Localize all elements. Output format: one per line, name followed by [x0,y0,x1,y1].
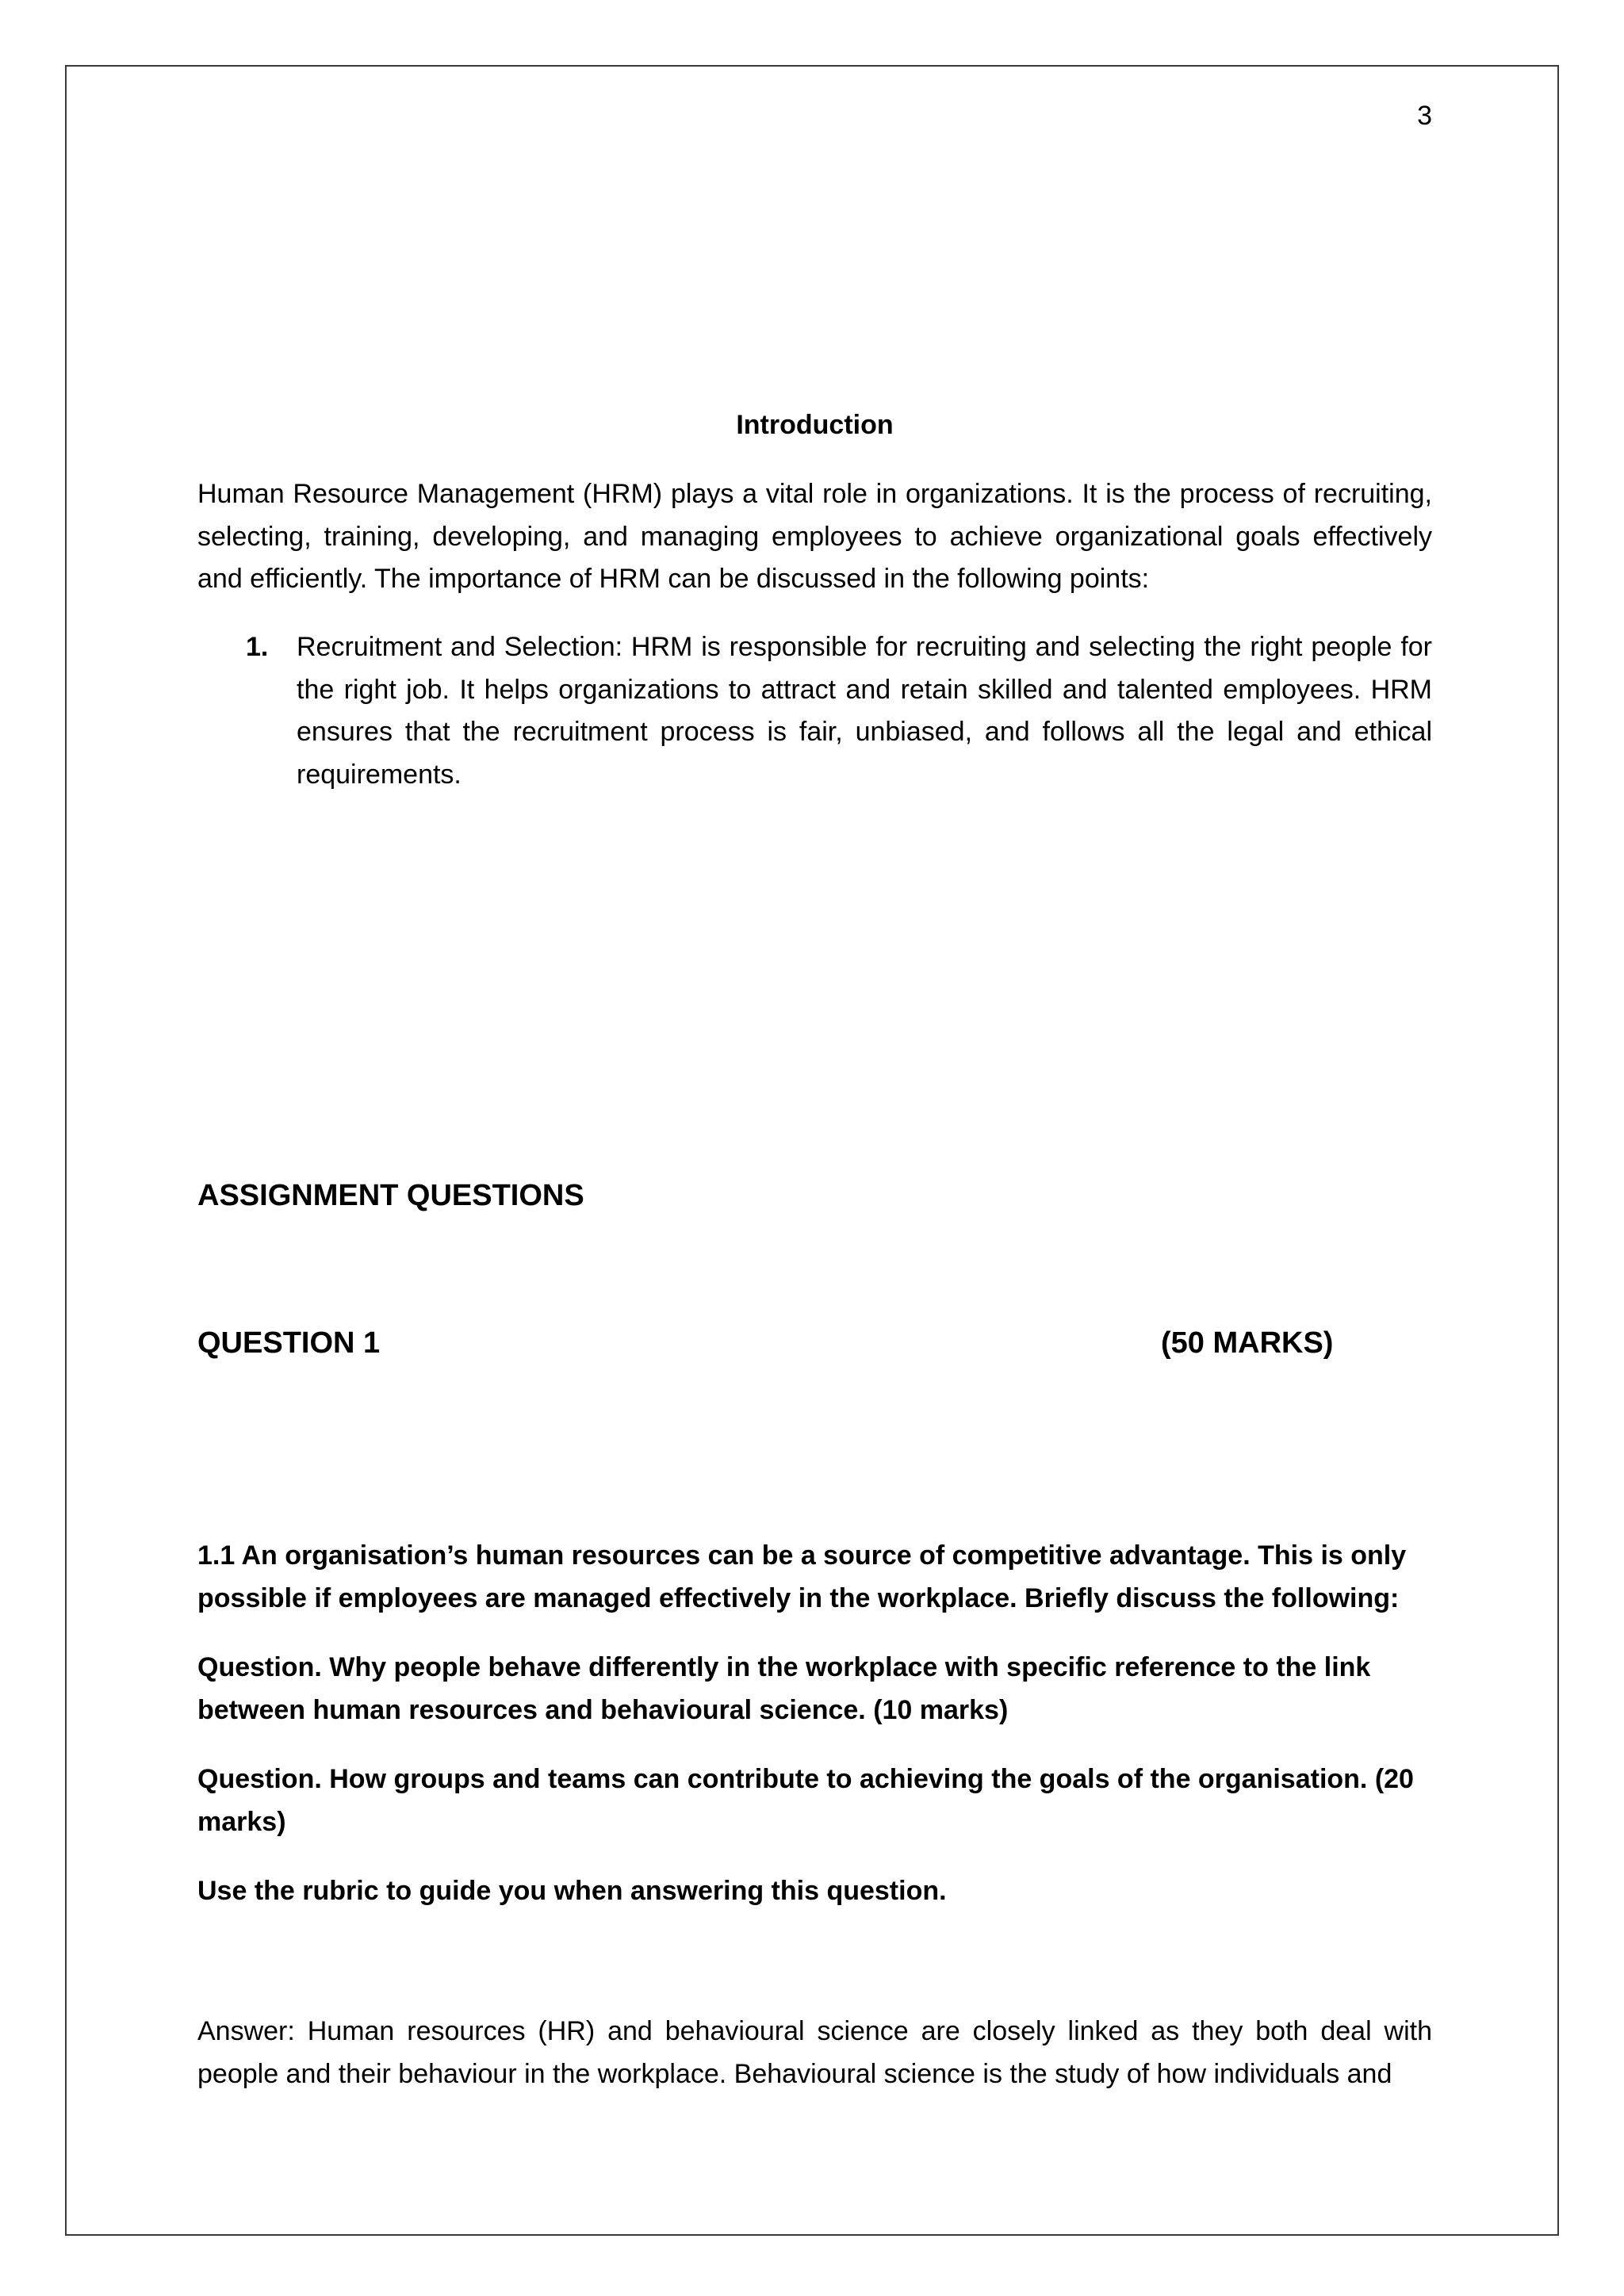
list-item [246,626,1432,796]
rubric-instruction: Use the rubric to guide you when answering this question. [197,1876,947,1906]
assignment-questions-heading: ASSIGNMENT QUESTIONS [197,1179,584,1212]
introduction-heading: Introduction [736,410,894,440]
question-1-heading: QUESTION 1 [197,1326,381,1360]
list-item-text: Recruitment and Selection: HRM is responsible for recruiting and selecting the right people for the right job. It helps organizations to attract and retain skilled and talented employees. HRM ensures that the recruitment process is fair, unbiased, and follows all the legal and ethical requirements. [297,632,1432,790]
list-item-number: 1. [246,632,269,662]
introduction-paragraph: Human Resource Management (HRM) plays a vital role in organizations. It is the process of recruiting, selecting, training, developing, and managing employees to achieve organizational goals effectively and efficiently. The importance of HRM can be discussed in the following points: [197,479,1432,594]
page-number: 3 [1417,101,1432,131]
question-groups-teams: Question. How groups and teams can contribute to achieving the goals of the organisation. (20 marks) [197,1764,1414,1837]
answer-paragraph: Answer: Human resources (HR) and behavioural science are closely linked as they both deal with people and their behaviour in the workplace. Behavioural science is the study of how individuals and [197,2016,1432,2089]
question-1-1-intro: 1.1 An organisation’s human resources can be a source of competitive advantage. This is only possible if employees are managed effectively in the workplace. Briefly discuss the following: [197,1540,1407,1613]
question-1-marks: (50 MARKS) [1161,1326,1334,1360]
question-behaviour: Question. Why people behave differently in the workplace with specific reference to the link between human resources and behavioural science. (10 marks) [197,1652,1371,1725]
